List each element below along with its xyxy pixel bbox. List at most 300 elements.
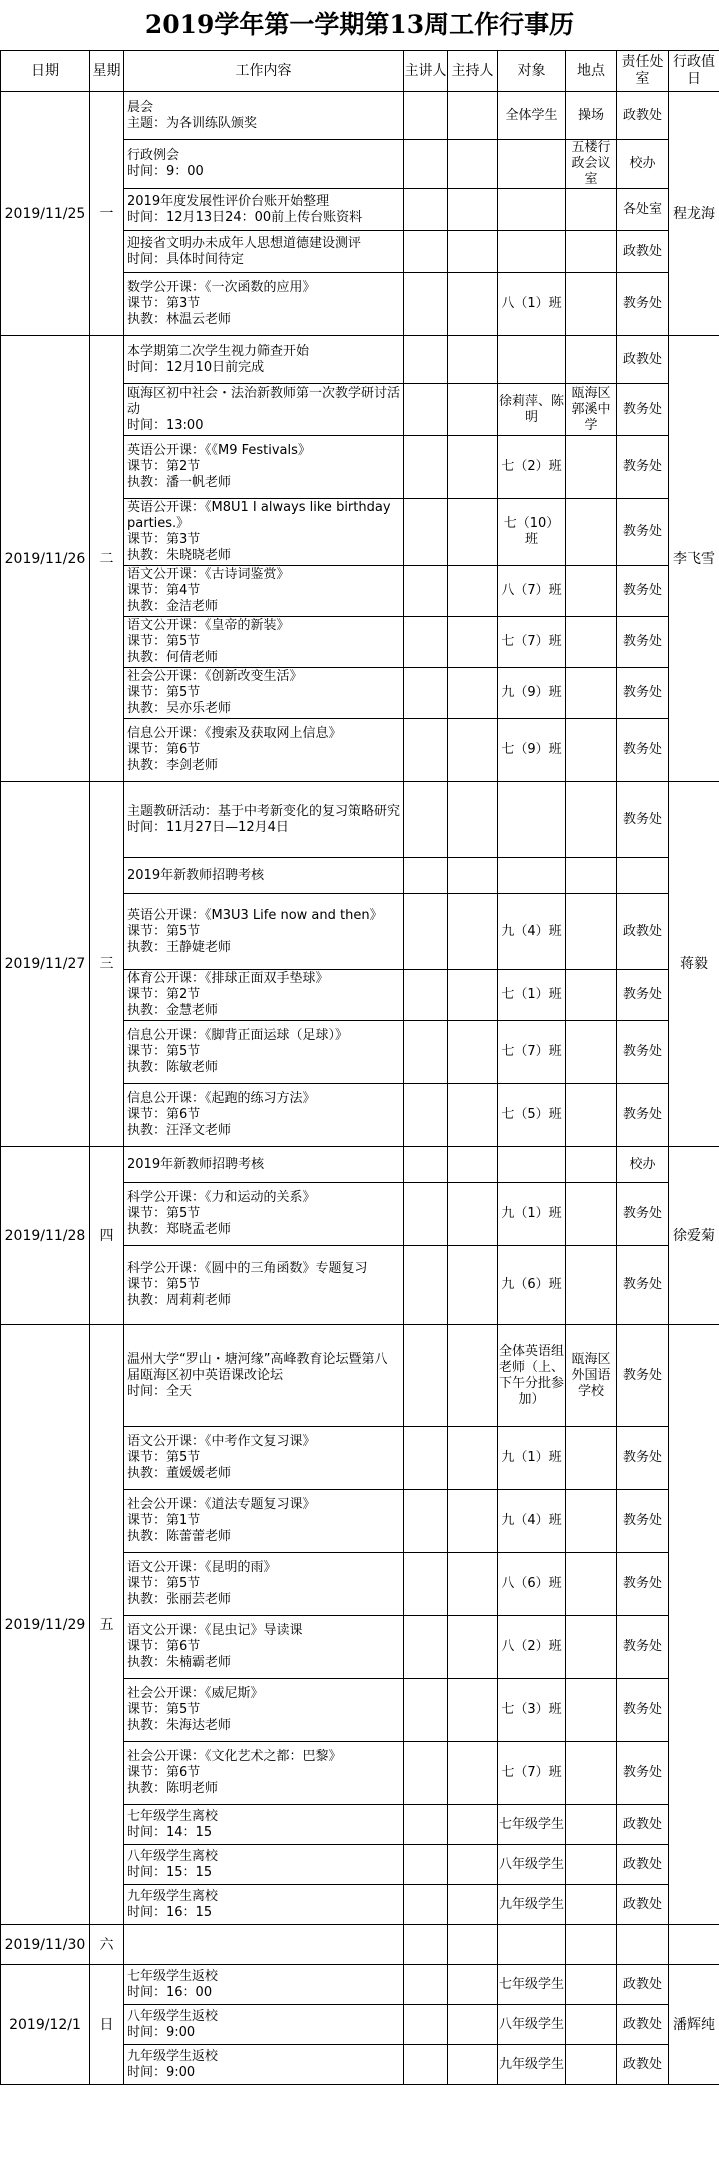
weekday-cell: 四 <box>90 1147 124 1325</box>
place-cell <box>566 1553 617 1616</box>
content-line: 瓯海区初中社会・法治新教师第一次教学研讨活动 <box>127 385 401 417</box>
office-cell: 政教处 <box>617 1885 669 1925</box>
place-cell <box>566 1246 617 1325</box>
content-line: 课节：第5节 <box>127 1450 201 1465</box>
content-line: 执教：汪泽文老师 <box>127 1123 232 1138</box>
content-line: 时间：15：15 <box>127 1864 213 1880</box>
content-line: 时间：14：15 <box>127 1824 213 1840</box>
target-cell: 七（7）班 <box>498 1021 566 1084</box>
content-line: 2019年新教师招聘考核 <box>127 867 265 883</box>
host-cell <box>448 1965 498 2005</box>
content-line: 七年级学生离校 <box>127 1808 219 1824</box>
content-line: 本学期第二次学生视力筛查开始 <box>127 343 310 359</box>
content-line: 时间：9：00 <box>127 164 204 179</box>
content-line: 执教：郑晓孟老师 <box>127 1222 232 1237</box>
office-cell: 教务处 <box>617 1616 669 1679</box>
content-line: 时间：全天 <box>127 1383 193 1399</box>
speaker-cell <box>404 92 448 140</box>
content-line: 2019年度发展性评价台账开始整理 <box>127 193 330 209</box>
target-cell: 八（2）班 <box>498 1616 566 1679</box>
content-cell <box>124 1742 404 1805</box>
target-cell: 八（1）班 <box>498 273 566 336</box>
speaker-cell <box>404 1021 448 1084</box>
host-cell <box>448 231 498 273</box>
place-cell <box>566 719 617 782</box>
content-line: 主题教研活动：基于中考新变化的复习策略研究 <box>127 803 401 819</box>
target-cell: 八（7）班 <box>498 566 566 617</box>
content-line: 课节：第5节 <box>127 1277 201 1292</box>
office-cell: 教务处 <box>617 1021 669 1084</box>
content-line: 课节：第3节 <box>127 532 201 547</box>
place-cell <box>566 1742 617 1805</box>
target-cell: 七（7）班 <box>498 617 566 668</box>
host-cell <box>448 1679 498 1742</box>
speaker-cell <box>404 189 448 231</box>
content-line: 时间：16：00 <box>127 1984 213 2000</box>
content-line: 执教：潘一帆老师 <box>127 475 232 490</box>
speaker-cell <box>404 336 448 384</box>
content-line: 英语公开课：《M8U1 I always like birthday parties.》 <box>127 500 391 531</box>
target-cell <box>498 336 566 384</box>
place-cell <box>566 1965 617 2005</box>
content-cell <box>124 668 404 719</box>
content-cell <box>124 1965 404 2005</box>
content-cell <box>124 970 404 1021</box>
speaker-cell <box>404 1427 448 1490</box>
office-cell: 教务处 <box>617 1325 669 1427</box>
place-cell <box>566 1490 617 1553</box>
place-cell <box>566 436 617 499</box>
weekday-cell: 日 <box>90 1965 124 2085</box>
office-cell: 政教处 <box>617 231 669 273</box>
host-cell <box>448 566 498 617</box>
content-line: 课节：第5节 <box>127 1206 201 1221</box>
speaker-cell <box>404 1845 448 1885</box>
office-cell: 教务处 <box>617 436 669 499</box>
content-line: 执教：周莉莉老师 <box>127 1293 232 1308</box>
table-row <box>1 1965 719 2005</box>
office-cell: 政教处 <box>617 336 669 384</box>
office-cell: 教务处 <box>617 617 669 668</box>
target-cell: 七（7）班 <box>498 1742 566 1805</box>
content-line: 时间：具体时间待定 <box>127 251 245 267</box>
host-cell <box>448 1427 498 1490</box>
office-cell: 政教处 <box>617 92 669 140</box>
date-cell: 2019/11/29 <box>1 1325 90 1925</box>
office-cell: 教务处 <box>617 1490 669 1553</box>
header-office: 责任处室 <box>617 51 669 92</box>
host-cell <box>448 1616 498 1679</box>
speaker-cell <box>404 1925 448 1965</box>
content-cell <box>124 1183 404 1246</box>
content-cell <box>124 1325 404 1427</box>
place-cell <box>566 782 617 858</box>
content-cell <box>124 336 404 384</box>
content-line: 课节：第5节 <box>127 923 201 939</box>
content-cell <box>124 1021 404 1084</box>
place-cell: 瓯海区郭溪中学 <box>566 384 617 436</box>
content-cell <box>124 1885 404 1925</box>
header-row <box>1 51 719 92</box>
host-cell <box>448 499 498 566</box>
content-line: 执教：金洁老师 <box>127 599 219 614</box>
speaker-cell <box>404 1183 448 1246</box>
speaker-cell <box>404 1885 448 1925</box>
office-cell: 政教处 <box>617 894 669 970</box>
speaker-cell <box>404 273 448 336</box>
speaker-cell <box>404 719 448 782</box>
speaker-cell <box>404 1616 448 1679</box>
speaker-cell <box>404 858 448 894</box>
host-cell <box>448 336 498 384</box>
target-cell: 七（5）班 <box>498 1084 566 1147</box>
host-cell <box>448 1490 498 1553</box>
duty-cell: 蒋毅 <box>669 782 719 1147</box>
office-cell: 教务处 <box>617 384 669 436</box>
office-cell: 校办 <box>617 140 669 189</box>
target-cell: 七（1）班 <box>498 970 566 1021</box>
weekday-cell: 六 <box>90 1925 124 1965</box>
content-line: 语文公开课：《皇帝的新装》 <box>127 618 290 633</box>
content-cell <box>124 140 404 189</box>
office-cell: 校办 <box>617 1147 669 1183</box>
office-cell: 教务处 <box>617 668 669 719</box>
target-cell: 九年级学生 <box>498 2045 566 2085</box>
speaker-cell <box>404 140 448 189</box>
speaker-cell <box>404 668 448 719</box>
content-line: 执教：李剑老师 <box>127 758 219 773</box>
place-cell <box>566 1084 617 1147</box>
office-cell: 教务处 <box>617 1183 669 1246</box>
host-cell <box>448 970 498 1021</box>
target-cell: 全体学生 <box>498 92 566 140</box>
content-line: 九年级学生离校 <box>127 1888 219 1904</box>
content-line: 执教：朱海达老师 <box>127 1718 232 1733</box>
place-cell <box>566 858 617 894</box>
content-line: 课节：第5节 <box>127 685 201 700</box>
place-cell <box>566 1845 617 1885</box>
office-cell: 政教处 <box>617 2045 669 2085</box>
header-target: 对象 <box>498 51 566 92</box>
content-line: 语文公开课：《昆明的雨》 <box>127 1560 277 1575</box>
host-cell <box>448 1183 498 1246</box>
place-cell: 操场 <box>566 92 617 140</box>
content-line: 执教：王静婕老师 <box>127 939 232 955</box>
speaker-cell <box>404 1246 448 1325</box>
content-line: 执教：林温云老师 <box>127 312 232 327</box>
host-cell <box>448 273 498 336</box>
content-line: 执教：何倩老师 <box>127 650 219 665</box>
place-cell: 瓯海区外国语学校 <box>566 1325 617 1427</box>
host-cell <box>448 189 498 231</box>
duty-cell: 程龙海 <box>669 92 719 336</box>
date-cell: 2019/12/1 <box>1 1965 90 2085</box>
host-cell <box>448 1325 498 1427</box>
place-cell <box>566 189 617 231</box>
content-line: 课节：第3节 <box>127 296 201 311</box>
target-cell: 八（6）班 <box>498 1553 566 1616</box>
place-cell <box>566 1427 617 1490</box>
place-cell <box>566 499 617 566</box>
content-cell <box>124 2045 404 2085</box>
content-cell <box>124 1490 404 1553</box>
content-line: 时间：13:00 <box>127 417 204 433</box>
target-cell: 八年级学生 <box>498 1845 566 1885</box>
host-cell <box>448 1885 498 1925</box>
duty-cell <box>669 1325 719 1925</box>
content-line: 课节：第2节 <box>127 987 201 1002</box>
place-cell <box>566 1183 617 1246</box>
target-cell: 八年级学生 <box>498 2005 566 2045</box>
content-line: 课节：第6节 <box>127 1639 201 1654</box>
content-line: 八年级学生离校 <box>127 1848 219 1864</box>
content-cell <box>124 1553 404 1616</box>
host-cell <box>448 1021 498 1084</box>
place-cell <box>566 1885 617 1925</box>
content-line: 执教：朱楠霸老师 <box>127 1655 232 1670</box>
content-cell <box>124 566 404 617</box>
content-cell <box>124 189 404 231</box>
content-line: 课节：第5节 <box>127 1702 201 1717</box>
content-cell <box>124 894 404 970</box>
office-cell: 教务处 <box>617 782 669 858</box>
content-cell <box>124 436 404 499</box>
office-cell: 政教处 <box>617 2005 669 2045</box>
place-cell <box>566 617 617 668</box>
host-cell <box>448 1805 498 1845</box>
speaker-cell <box>404 384 448 436</box>
place-cell <box>566 970 617 1021</box>
content-line: 信息公开课：《搜索及获取网上信息》 <box>127 726 342 741</box>
host-cell <box>448 782 498 858</box>
target-cell <box>498 1147 566 1183</box>
speaker-cell <box>404 1325 448 1427</box>
target-cell <box>498 189 566 231</box>
target-cell: 七年级学生 <box>498 1965 566 2005</box>
host-cell <box>448 1742 498 1805</box>
content-line: 迎接省文明办未成年人思想道德建设测评 <box>127 235 362 251</box>
content-line: 课节：第5节 <box>127 1044 201 1059</box>
weekday-cell: 三 <box>90 782 124 1147</box>
content-line: 行政例会 <box>127 148 180 163</box>
office-cell: 政教处 <box>617 1845 669 1885</box>
content-line: 时间：16：15 <box>127 1904 213 1920</box>
content-line: 主题：为各训练队颁奖 <box>127 115 258 131</box>
place-cell <box>566 2005 617 2045</box>
host-cell <box>448 719 498 782</box>
host-cell <box>448 1246 498 1325</box>
office-cell: 教务处 <box>617 566 669 617</box>
date-cell: 2019/11/25 <box>1 92 90 336</box>
place-cell <box>566 1616 617 1679</box>
content-cell <box>124 231 404 273</box>
content-line: 课节：第1节 <box>127 1513 201 1528</box>
speaker-cell <box>404 566 448 617</box>
date-cell: 2019/11/28 <box>1 1147 90 1325</box>
header-duty: 行政值日 <box>669 51 719 92</box>
content-cell <box>124 92 404 140</box>
content-line: 社会公开课：《创新改变生活》 <box>127 669 303 684</box>
place-cell <box>566 336 617 384</box>
office-cell <box>617 1925 669 1965</box>
office-cell: 教务处 <box>617 1553 669 1616</box>
weekday-cell: 五 <box>90 1325 124 1925</box>
place-cell <box>566 1147 617 1183</box>
header-place: 地点 <box>566 51 617 92</box>
target-cell: 九（4）班 <box>498 1490 566 1553</box>
host-cell <box>448 384 498 436</box>
content-line: 执教：朱晓晓老师 <box>127 548 232 563</box>
content-line: 执教：陈蕾蕾老师 <box>127 1529 232 1544</box>
office-cell: 教务处 <box>617 1427 669 1490</box>
place-cell <box>566 1925 617 1965</box>
host-cell <box>448 1084 498 1147</box>
host-cell <box>448 2045 498 2085</box>
target-cell: 九（4）班 <box>498 894 566 970</box>
speaker-cell <box>404 1742 448 1805</box>
schedule-table <box>0 50 719 2085</box>
table-row <box>1 782 719 858</box>
content-line: 九年级学生返校 <box>127 2048 219 2064</box>
target-cell <box>498 140 566 189</box>
date-cell: 2019/11/30 <box>1 1925 90 1965</box>
place-cell <box>566 1805 617 1845</box>
content-cell <box>124 384 404 436</box>
content-cell <box>124 1427 404 1490</box>
speaker-cell <box>404 436 448 499</box>
speaker-cell <box>404 1084 448 1147</box>
place-cell <box>566 273 617 336</box>
date-cell: 2019/11/26 <box>1 336 90 782</box>
content-line: 课节：第5节 <box>127 1576 201 1591</box>
content-line: 课节：第5节 <box>127 634 201 649</box>
content-line: 时间：12月10日前完成 <box>127 359 265 375</box>
content-line: 课节：第6节 <box>127 1107 201 1122</box>
table-row <box>1 92 719 140</box>
speaker-cell <box>404 2005 448 2045</box>
content-cell <box>124 1084 404 1147</box>
header-content: 工作内容 <box>124 51 404 92</box>
speaker-cell <box>404 894 448 970</box>
speaker-cell <box>404 970 448 1021</box>
content-cell <box>124 499 404 566</box>
host-cell <box>448 92 498 140</box>
office-cell: 教务处 <box>617 499 669 566</box>
header-weekday: 星期 <box>90 51 124 92</box>
content-cell <box>124 273 404 336</box>
content-line: 执教：陈明老师 <box>127 1781 219 1796</box>
content-line: 执教：吴亦乐老师 <box>127 701 232 716</box>
content-line: 科学公开课：《力和运动的关系》 <box>127 1190 316 1205</box>
content-line: 体育公开课：《排球正面双手垫球》 <box>127 971 329 986</box>
host-cell <box>448 2005 498 2045</box>
table-row <box>1 1925 719 1965</box>
target-cell: 七（3）班 <box>498 1679 566 1742</box>
target-cell: 七（10）班 <box>498 499 566 566</box>
content-line: 语文公开课：《中考作文复习课》 <box>127 1434 316 1449</box>
office-cell: 政教处 <box>617 1965 669 2005</box>
target-cell: 九（9）班 <box>498 668 566 719</box>
office-cell: 教务处 <box>617 1084 669 1147</box>
content-line: 执教：金慧老师 <box>127 1003 219 1018</box>
speaker-cell <box>404 499 448 566</box>
office-cell: 教务处 <box>617 273 669 336</box>
content-line: 时间：9:00 <box>127 2064 196 2080</box>
content-cell <box>124 2005 404 2045</box>
content-cell <box>124 1925 404 1965</box>
target-cell: 九年级学生 <box>498 1885 566 1925</box>
office-cell: 教务处 <box>617 970 669 1021</box>
target-cell: 九（6）班 <box>498 1246 566 1325</box>
place-cell <box>566 566 617 617</box>
table-row <box>1 1147 719 1183</box>
content-cell <box>124 719 404 782</box>
header-host: 主持人 <box>448 51 498 92</box>
weekday-cell: 二 <box>90 336 124 782</box>
speaker-cell <box>404 1147 448 1183</box>
header-date: 日期 <box>1 51 90 92</box>
host-cell <box>448 858 498 894</box>
header-speaker: 主讲人 <box>404 51 448 92</box>
content-line: 语文公开课：《古诗词鉴赏》 <box>127 567 290 582</box>
speaker-cell <box>404 1553 448 1616</box>
speaker-cell <box>404 1490 448 1553</box>
content-cell <box>124 782 404 858</box>
content-line: 信息公开课：《脚背正面运球（足球）》 <box>127 1028 349 1043</box>
page-title: 2019学年第一学期第13周工作行事历 <box>144 10 575 39</box>
content-cell <box>124 1679 404 1742</box>
host-cell <box>448 668 498 719</box>
speaker-cell <box>404 2045 448 2085</box>
content-line: 课节：第4节 <box>127 583 201 598</box>
content-line: 晨会 <box>127 99 154 115</box>
host-cell <box>448 1925 498 1965</box>
target-cell: 七（9）班 <box>498 719 566 782</box>
speaker-cell <box>404 1805 448 1845</box>
place-cell <box>566 1021 617 1084</box>
office-cell <box>617 858 669 894</box>
content-line: 英语公开课：《《M9 Festivals》 <box>127 443 311 458</box>
table-row <box>1 336 719 384</box>
content-cell <box>124 1147 404 1183</box>
content-line: 执教：张丽芸老师 <box>127 1592 232 1607</box>
speaker-cell <box>404 1679 448 1742</box>
content-line: 2019年新教师招聘考核 <box>127 1156 265 1172</box>
content-line: 八年级学生返校 <box>127 2008 219 2024</box>
table-row <box>1 1325 719 1427</box>
content-cell <box>124 1616 404 1679</box>
content-line: 信息公开课：《起跑的练习方法》 <box>127 1091 316 1106</box>
duty-cell: 李飞雪 <box>669 336 719 782</box>
content-cell <box>124 617 404 668</box>
content-line: 课节：第6节 <box>127 1765 201 1780</box>
content-cell <box>124 858 404 894</box>
content-line: 英语公开课：《M3U3 Life now and then》 <box>127 907 383 923</box>
content-line: 数学公开课：《一次函数的应用》 <box>127 280 316 295</box>
content-line: 语文公开课：《昆虫记》导读课 <box>127 1623 303 1638</box>
content-cell <box>124 1805 404 1845</box>
target-cell <box>498 782 566 858</box>
weekday-cell: 一 <box>90 92 124 336</box>
host-cell <box>448 436 498 499</box>
place-cell <box>566 2045 617 2085</box>
place-cell <box>566 231 617 273</box>
target-cell <box>498 1925 566 1965</box>
content-line: 社会公开课：《道法专题复习课》 <box>127 1497 316 1512</box>
place-cell <box>566 1679 617 1742</box>
target-cell: 七（2）班 <box>498 436 566 499</box>
duty-cell: 徐爱菊 <box>669 1147 719 1325</box>
